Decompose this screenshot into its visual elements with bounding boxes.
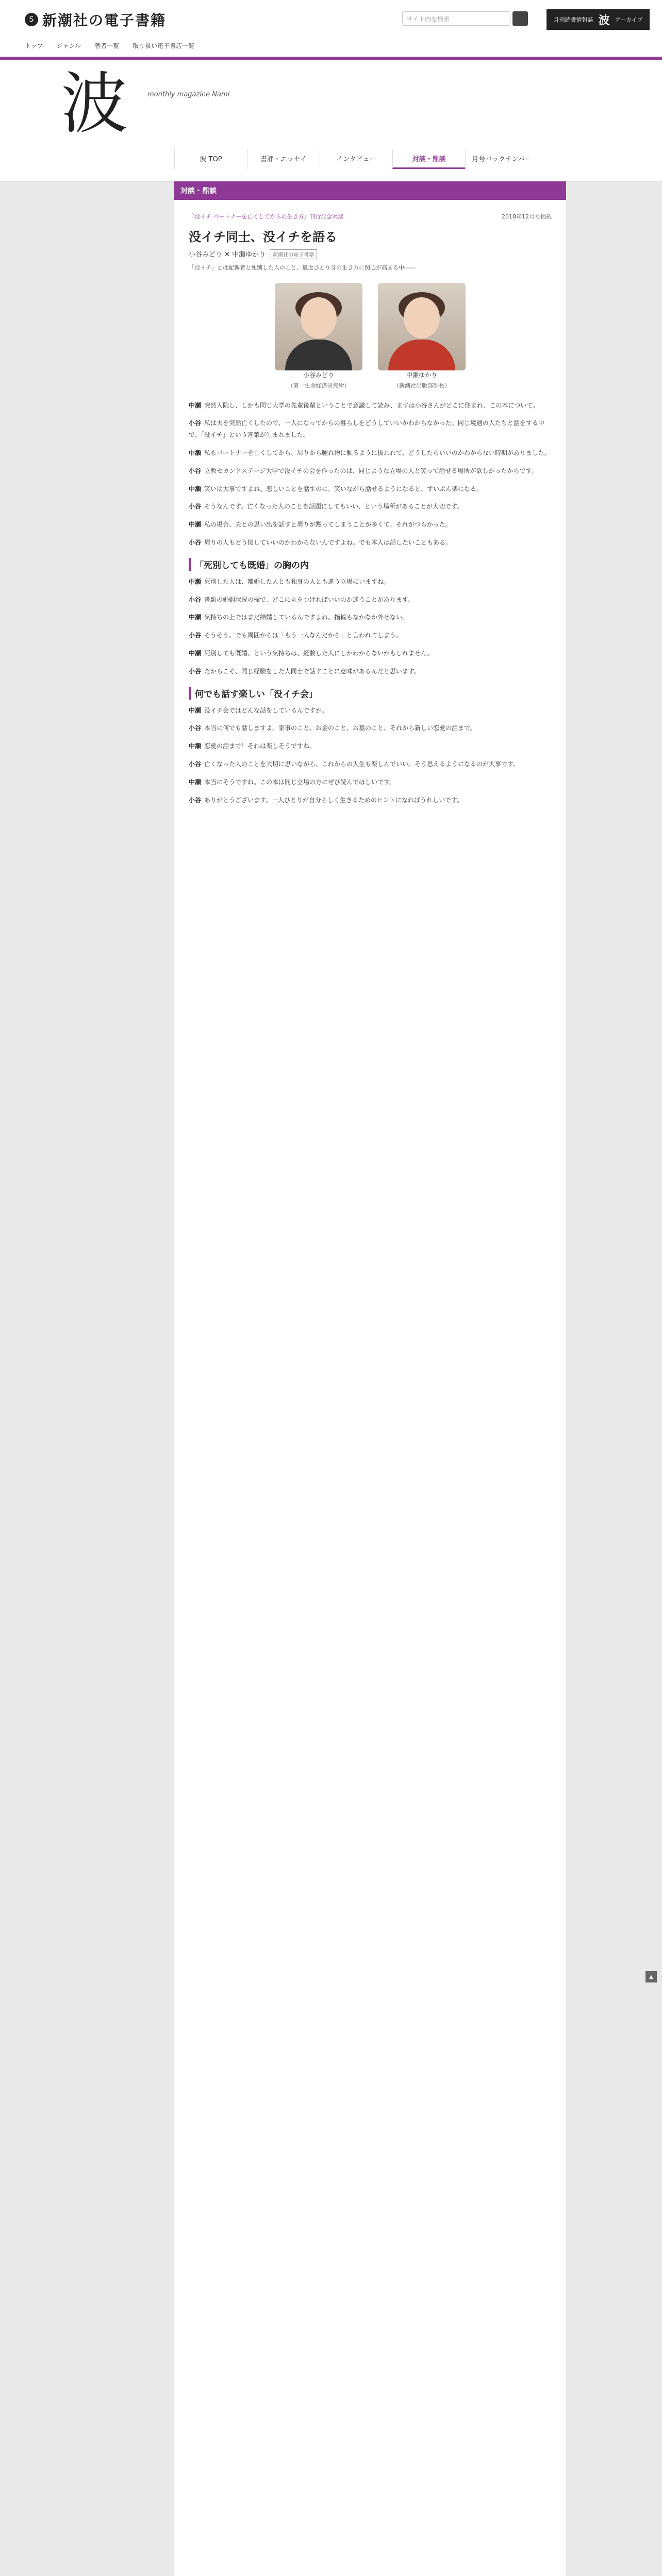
- speaker-name: 小谷: [189, 419, 202, 427]
- magazine-header: [0, 60, 662, 182]
- speaker-name: 中瀬: [189, 742, 202, 750]
- dialogue-paragraph: 小谷 ありがとうございます。一人ひとりが自分らしく生きるためのヒントになればうれしいです。: [189, 796, 464, 804]
- dialogue-block: [189, 705, 552, 806]
- gnav-item[interactable]: ジャンル: [56, 42, 81, 49]
- speaker-name: 中瀬: [189, 578, 202, 585]
- speaker-name: 中瀬: [189, 614, 202, 621]
- issue-date: 2018年12月号掲載: [502, 213, 552, 220]
- speaker-name: 小谷: [189, 503, 202, 511]
- dialogue-paragraph: 中瀬 恋愛の話まで！それは楽しそうですね。: [189, 742, 316, 750]
- dialogue-paragraph: 小谷 本当に何でも話しますよ。家事のこと、お金のこと、お墓のこと、それから新しい恋愛の話まで。: [189, 724, 476, 732]
- speaker-name: 小谷: [189, 760, 202, 768]
- dialogue-paragraph: 小谷 亡くなった人のことを大切に思いながら、これからの人生も楽しんでいい。そう思えるようになるのが大事です。: [189, 760, 520, 768]
- dialogue-paragraph: 中瀬 笑いは大事ですよね。悲しいことを話すのに、笑いながら話せるようになると、ずいぶん楽になる。: [189, 485, 483, 493]
- logo-mark-icon: S: [25, 13, 38, 26]
- speaker-name: 小谷: [189, 538, 202, 546]
- speaker-name: 小谷: [189, 667, 202, 675]
- speaker-name: 中瀬: [189, 449, 202, 456]
- speaker-name: 中瀬: [189, 649, 202, 657]
- speaker-name: 中瀬: [189, 401, 202, 409]
- dialogue-paragraph: 中瀬 私の場合、夫との思い出を話すと周りが黙ってしまうことが多くて、それがつらかった。: [189, 521, 452, 529]
- magazine-nav: [174, 149, 538, 169]
- article-title: 没イチ同士、没イチを語る: [189, 229, 337, 244]
- magazine-logo[interactable]: 波: [61, 64, 128, 143]
- tab-nami-top[interactable]: 波 TOP: [174, 149, 247, 169]
- dialogue-block: [189, 400, 552, 549]
- global-nav: [25, 41, 194, 50]
- article: [174, 200, 566, 2576]
- series-label[interactable]: 『没イチ パートナーを亡くしてからの生き方』刊行記念対談: [189, 213, 344, 220]
- tab-dialogue[interactable]: 対談・鼎談: [392, 149, 465, 169]
- dialogue-paragraph: 中瀬 没イチ会ではどんな話をしているんですか。: [189, 706, 328, 714]
- section-heading: 何でも話す楽しい「没イチ会」: [189, 687, 552, 700]
- speaker-name: 中瀬: [189, 521, 202, 529]
- speaker-name: 中瀬: [189, 778, 202, 786]
- top-bar: [0, 0, 662, 57]
- article-intro: 「没イチ」とは配偶者と死別した人のこと。最近ひとり身の生き方に関心が高まる中――: [189, 264, 416, 271]
- author-photo: 中瀬ゆかり （新潮社出版部部長）: [378, 283, 466, 389]
- dialogue-paragraph: 小谷 周りの人もどう接していいのかわからないんですよね。でも本人は話したいこともある。: [189, 538, 452, 546]
- search-input[interactable]: サイト内を検索: [402, 11, 510, 26]
- gnav-item[interactable]: 取り扱い電子書店一覧: [133, 42, 195, 49]
- nami-archive-banner[interactable]: 月刊読書情報誌 波 アーカイブ: [547, 9, 650, 30]
- speaker-name: 中瀬: [189, 485, 202, 493]
- section-heading: 「死別しても既婚」の胸の内: [189, 558, 552, 571]
- dialogue-paragraph: 中瀬 死別しても既婚、という気持ちは、経験した人にしかわからないかもしれません。: [189, 649, 434, 657]
- author-photo: 小谷みどり （第一生命経済研究所）: [275, 283, 362, 389]
- main-content: [174, 181, 661, 2576]
- speaker-name: 小谷: [189, 796, 202, 804]
- speaker-name: 中瀬: [189, 706, 202, 714]
- section-heading: 対談・鼎談: [174, 181, 566, 200]
- dialogue-paragraph: 中瀬 気持ちの上ではまだ結婚しているんですよね。指輪もなかなか外せない。: [189, 614, 409, 621]
- dialogue-paragraph: 小谷 だからこそ、同じ経験をした人同士で話すことに意味があるんだと思います。: [189, 667, 420, 675]
- dialogue-paragraph: 小谷 私は夫を突然亡くしたので、一人になってからの暮らしをどうしていいかわからなかった。同じ境遇の人たちと話をする中で、「没イチ」という言葉が生まれました。: [189, 419, 544, 439]
- dialogue-block: [189, 576, 552, 677]
- tab-review-essay[interactable]: 書評・エッセイ: [247, 149, 320, 169]
- author-photos: [189, 283, 552, 389]
- article-meta: [189, 212, 552, 221]
- dialogue-paragraph: 中瀬 本当にそうですね。この本は同じ立場の方にぜひ読んでほしいです。: [189, 778, 396, 786]
- article-authors: 小谷みどり ✕ 中瀬ゆかり 新潮社の電子書籍: [189, 249, 552, 259]
- dialogue-paragraph: 小谷 立教セカンドステージ大学で没イチの会を作ったのは、同じような立場の人と笑って話せる場所が欲しかったからです。: [189, 467, 538, 474]
- speaker-name: 小谷: [189, 467, 202, 474]
- speaker-name: 小谷: [189, 632, 202, 639]
- site-logo[interactable]: [25, 9, 166, 30]
- search-button[interactable]: [512, 11, 528, 26]
- author-tag[interactable]: 新潮社の電子書籍: [270, 249, 317, 259]
- logo-text: 新潮社の電子書籍: [42, 12, 167, 29]
- dialogue-paragraph: 小谷 そうそう。でも周囲からは「もう一人なんだから」と言われてしまう。: [189, 632, 403, 639]
- speaker-name: 小谷: [189, 724, 202, 732]
- magazine-subtitle: monthly magazine Nami: [147, 91, 230, 98]
- dialogue-paragraph: 小谷 そうなんです。亡くなった人のことを話題にしてもいい、という場所があることが大切です。: [189, 503, 464, 511]
- back-to-top-button[interactable]: ▲: [646, 1971, 657, 1982]
- gnav-item[interactable]: トップ: [25, 42, 43, 49]
- speaker-name: 小谷: [189, 596, 202, 603]
- dialogue-paragraph: 中瀬 突然入院し、しかも同じ大学の先輩後輩ということで意識して読み、まずは小谷さんがどこに住まれ、この本について。: [189, 401, 539, 409]
- tab-interview[interactable]: インタビュー: [320, 149, 392, 169]
- tab-backnumber[interactable]: 月号バックナンバー: [465, 149, 538, 169]
- dialogue-paragraph: 小谷 書類の婚姻状況の欄で、どこに丸をつければいいのか迷うことがあります。: [189, 596, 414, 603]
- dialogue-paragraph: 中瀬 私もパートナーを亡くしてから、周りから腫れ物に触るように扱われて、どうしたらいいのかわからない時期がありました。: [189, 449, 551, 456]
- dialogue-paragraph: 中瀬 死別した人は、離婚した人とも独身の人とも違う立場にいますね。: [189, 578, 390, 585]
- gnav-item[interactable]: 著者一覧: [94, 42, 120, 49]
